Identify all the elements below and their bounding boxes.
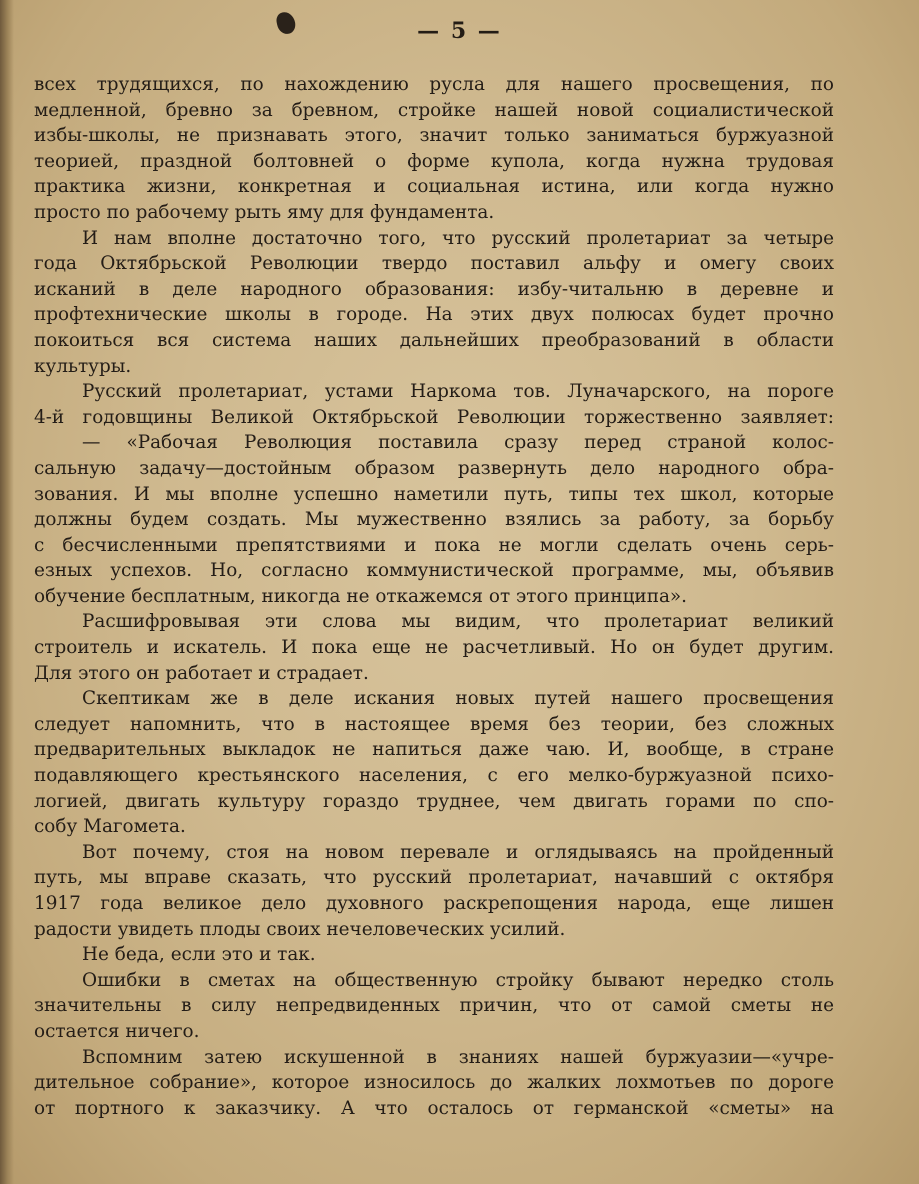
text-line: остается ничего.: [34, 1020, 200, 1042]
text-line: логией, двигать культуру гораздо труднее, чем двигать горами по спо-: [34, 790, 834, 812]
text-line: теорией, праздной болтовней о форме купола, когда нужна трудовая: [34, 150, 834, 172]
text-line: 1917 года великое дело духовного раскрепощения народа, еще лишен: [34, 893, 834, 914]
text-line: должны будем создать. Мы мужественно взялись за работу, за борьбу: [34, 509, 834, 531]
body-text: [34, 72, 834, 1121]
text-line: года Октябрьской Революции твердо поставил альфу и омегу своих: [34, 253, 834, 275]
text-line: дительное собрание», которое износилось до жалких лохмотьев по дороге: [34, 1072, 834, 1094]
text-line: практика жизни, конкретная и социальная истина, или когда нужно: [34, 176, 834, 198]
text-line: Не беда, если это и так.: [82, 944, 316, 966]
text-line: Для этого он работает и страдает.: [34, 662, 369, 684]
text-line: езных успехов. Но, согласно коммунистической программе, мы, объявив: [34, 560, 834, 582]
text-line: Вот почему, стоя на новом перевале и оглядываясь на пройденный: [82, 841, 834, 863]
text-line: подавляющего крестьянского населения, с его мелко-буржуазной психо-: [34, 765, 834, 787]
page-binding-edge: [0, 0, 14, 1184]
text-line: всех трудящихся, по нахождению русла для нашего просвещения, по: [34, 74, 834, 95]
text-line: собу Магомета.: [34, 816, 186, 838]
text-line: значительны в силу непредвиденных причин, что от самой сметы не: [34, 995, 834, 1017]
text-line: радости увидеть плоды своих нечеловеческих усилий.: [34, 918, 566, 940]
text-line: Вспомним затею искушенной в знаниях нашей буржуазии—«учре-: [82, 1046, 834, 1068]
text-line: с бесчисленными препятствиями и пока не могли сделать очень серь-: [34, 534, 834, 556]
text-line: И нам вполне достаточно того, что русский пролетариат за четыре: [82, 227, 834, 249]
text-line: избы-школы, не признавать этого, значит только заниматься буржуазной: [34, 125, 834, 147]
text-line: зования. И мы вполне успешно наметили путь, типы тех школ, которые: [34, 483, 834, 505]
text-line: медленной, бревно за бревном, стройке нашей новой социалистической: [34, 99, 834, 121]
text-line: 4-й годовщины Великой Октябрьской Революции торжественно заявляет:: [34, 406, 834, 428]
text-line: исканий в деле народного образования: избу-читальню в деревне и: [34, 278, 834, 300]
text-line: предварительных выкладок не напиться даже чаю. И, вообще, в стране: [34, 739, 834, 761]
text-line: обучение бесплатным, никогда не откажемся от этого принципа».: [34, 585, 688, 607]
text-line: путь, мы вправе сказать, что русский пролетариат, начавший с октября: [34, 867, 834, 889]
text-line: просто по рабочему рыть яму для фундамента.: [34, 201, 495, 223]
text-line: — «Рабочая Революция поставила сразу перед страной колос-: [82, 432, 834, 454]
text-line: Русский пролетариат, устами Наркома тов. Луначарского, на пороге: [82, 381, 834, 403]
text-line: Скептикам же в деле искания новых путей нашего просвещения: [82, 688, 834, 710]
text-line: следует напомнить, что в настоящее время без теории, без сложных: [34, 713, 834, 735]
text-line: Ошибки в сметах на общественную стройку бывают нередко столь: [82, 969, 834, 991]
page-number: — 5 —: [417, 18, 502, 44]
text-line: от портного к заказчику. А что осталось от германской «сметы» на: [34, 1097, 834, 1119]
text-line: Расшифровывая эти слова мы видим, что пролетариат великий: [82, 611, 834, 633]
text-line: профтехнические школы в городе. На этих двух полюсах будет прочно: [34, 304, 834, 326]
text-line: сальную задачу—достойным образом развернуть дело народного обра-: [34, 457, 834, 479]
text-line: покоиться вся система наших дальнейших преобразований в области: [34, 329, 834, 351]
text-line: строитель и искатель. И пока еще не расчетливый. Но он будет другим.: [34, 637, 834, 659]
text-line: культуры.: [34, 355, 132, 377]
